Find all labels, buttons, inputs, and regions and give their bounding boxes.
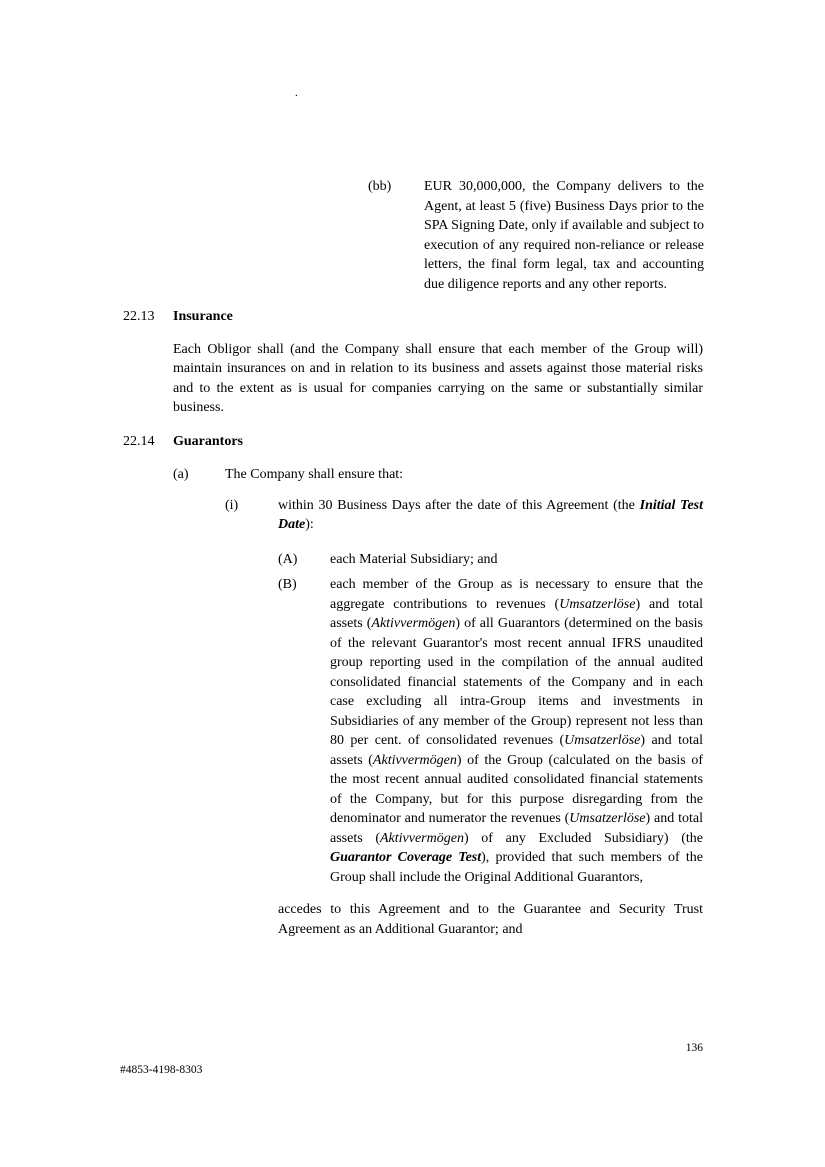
clause-cap-b-text: each member of the Group as is necessary to ensure that the aggregate contributions to revenues (Umsatzerlöse) and total assets (Aktivvermögen) of all Guarantors (determined on the basis of the relevant Guarantor's most recent annual IFRS unaudited group reporting used in the compilation of the annual audited consolidated financial statements of the Company and in each case excluding all intra-Group items and investments in Subsidiaries of any member of the Group) represent not less than 80 per cent. of consolidated revenues (Umsatzerlöse) and total assets (Aktivvermögen) of the Group (calculated on the basis of the most recent annual audited consolidated financial statements of the Company, but for this purpose disregarding from the denominator and numerator the revenues (Umsatzerlöse) and total assets (Aktivvermögen) of any Excluded Subsidiary) (the Guarantor Coverage Test), provided that such members of the Group shall include the Original Additional Guarantors, [330,577,704,885]
clause-cap-b [278,575,704,887]
clause-closing: accedes to this Agreement and to the Guarantee and Security Trust Agreement as an Additional Guarantor; and [278,902,703,937]
clause-i-label: (i) [225,497,239,513]
section-22-14-number: 22.14 [123,433,155,449]
clause-cap-a-label: (A) [278,551,298,567]
clause-cap-b-label: (B) [278,577,297,592]
clause-cap-a-text: each Material Subsidiary; and [330,551,498,567]
section-22-13-body: Each Obligor shall (and the Company shall ensure that each member of the Group will) maintain insurances on and in relation to its business and assets against those material risks and to the extent as is usual for companies carrying on the same or substantially similar business. [173,341,703,415]
page-number: 136 [685,1042,703,1054]
section-22-14-title: Guarantors [173,433,243,449]
clause-i [225,496,703,535]
clause-a-label: (a) [173,467,189,482]
stray-mark: . [295,87,298,99]
clause-cap-a [278,550,703,570]
section-22-13-number: 22.13 [123,309,155,324]
clause-bb-label: (bb) [368,179,392,194]
clause-bb-text: EUR 30,000,000, the Company delivers to the Agent, at least 5 (five) Business Days prior to the SPA Signing Date, only if available and subject to execution of any required non-reliance or release letters, the final form legal, tax and accounting due diligence reports and any other reports. [424,179,704,292]
clause-i-text: within 30 Business Days after the date of this Agreement (the Initial Test Date): [278,497,703,532]
section-22-13-title: Insurance [173,309,233,324]
section-22-13-heading [123,307,703,327]
doc-reference-number: #4853-4198-8303 [120,1064,203,1076]
section-22-14-heading [123,432,703,452]
clause-bb [368,177,704,294]
clause-a-text: The Company shall ensure that: [225,467,404,482]
clause-a [173,465,703,485]
